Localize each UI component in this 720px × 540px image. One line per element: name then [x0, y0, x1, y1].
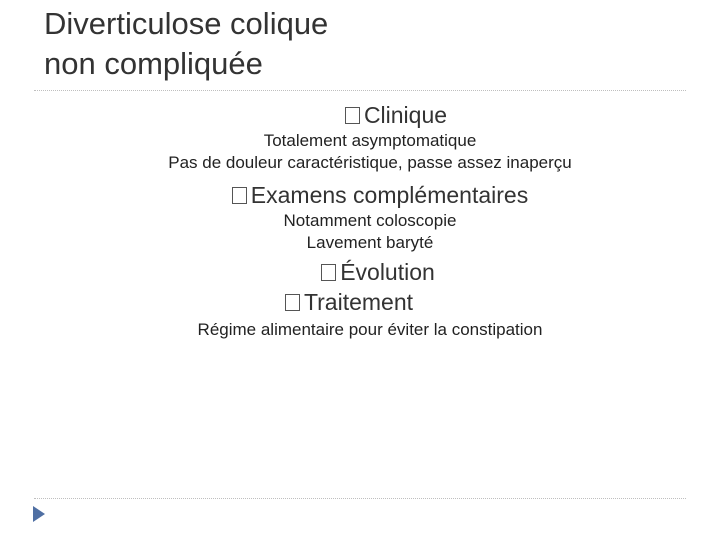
play-triangle-icon[interactable] [33, 506, 45, 522]
slide-content [34, 100, 706, 341]
section-line: Notamment coloscopie [283, 211, 457, 230]
checkbox-square-icon [232, 187, 247, 204]
checkbox-square-icon [285, 294, 300, 311]
top-divider [34, 90, 686, 91]
slide-title: Diverticulose colique non compliquée [44, 6, 329, 81]
section-line: Régime alimentaire pour éviter la constipation [197, 320, 543, 339]
checkbox-square-icon [321, 264, 336, 281]
section-line: Totalement asymptomatique [263, 131, 477, 150]
section-heading-clinique: Clinique [86, 100, 706, 130]
section-line: Pas de douleur caractéristique, passe assez inaperçu [168, 153, 572, 172]
section-heading-traitement: Traitement [0, 287, 706, 317]
checkbox-square-icon [345, 107, 360, 124]
section-line: Lavement baryté [306, 233, 434, 252]
bottom-divider [34, 498, 686, 499]
section-heading-evolution: Évolution [50, 257, 706, 287]
section-heading-examens: Examens complémentaires [54, 180, 706, 210]
